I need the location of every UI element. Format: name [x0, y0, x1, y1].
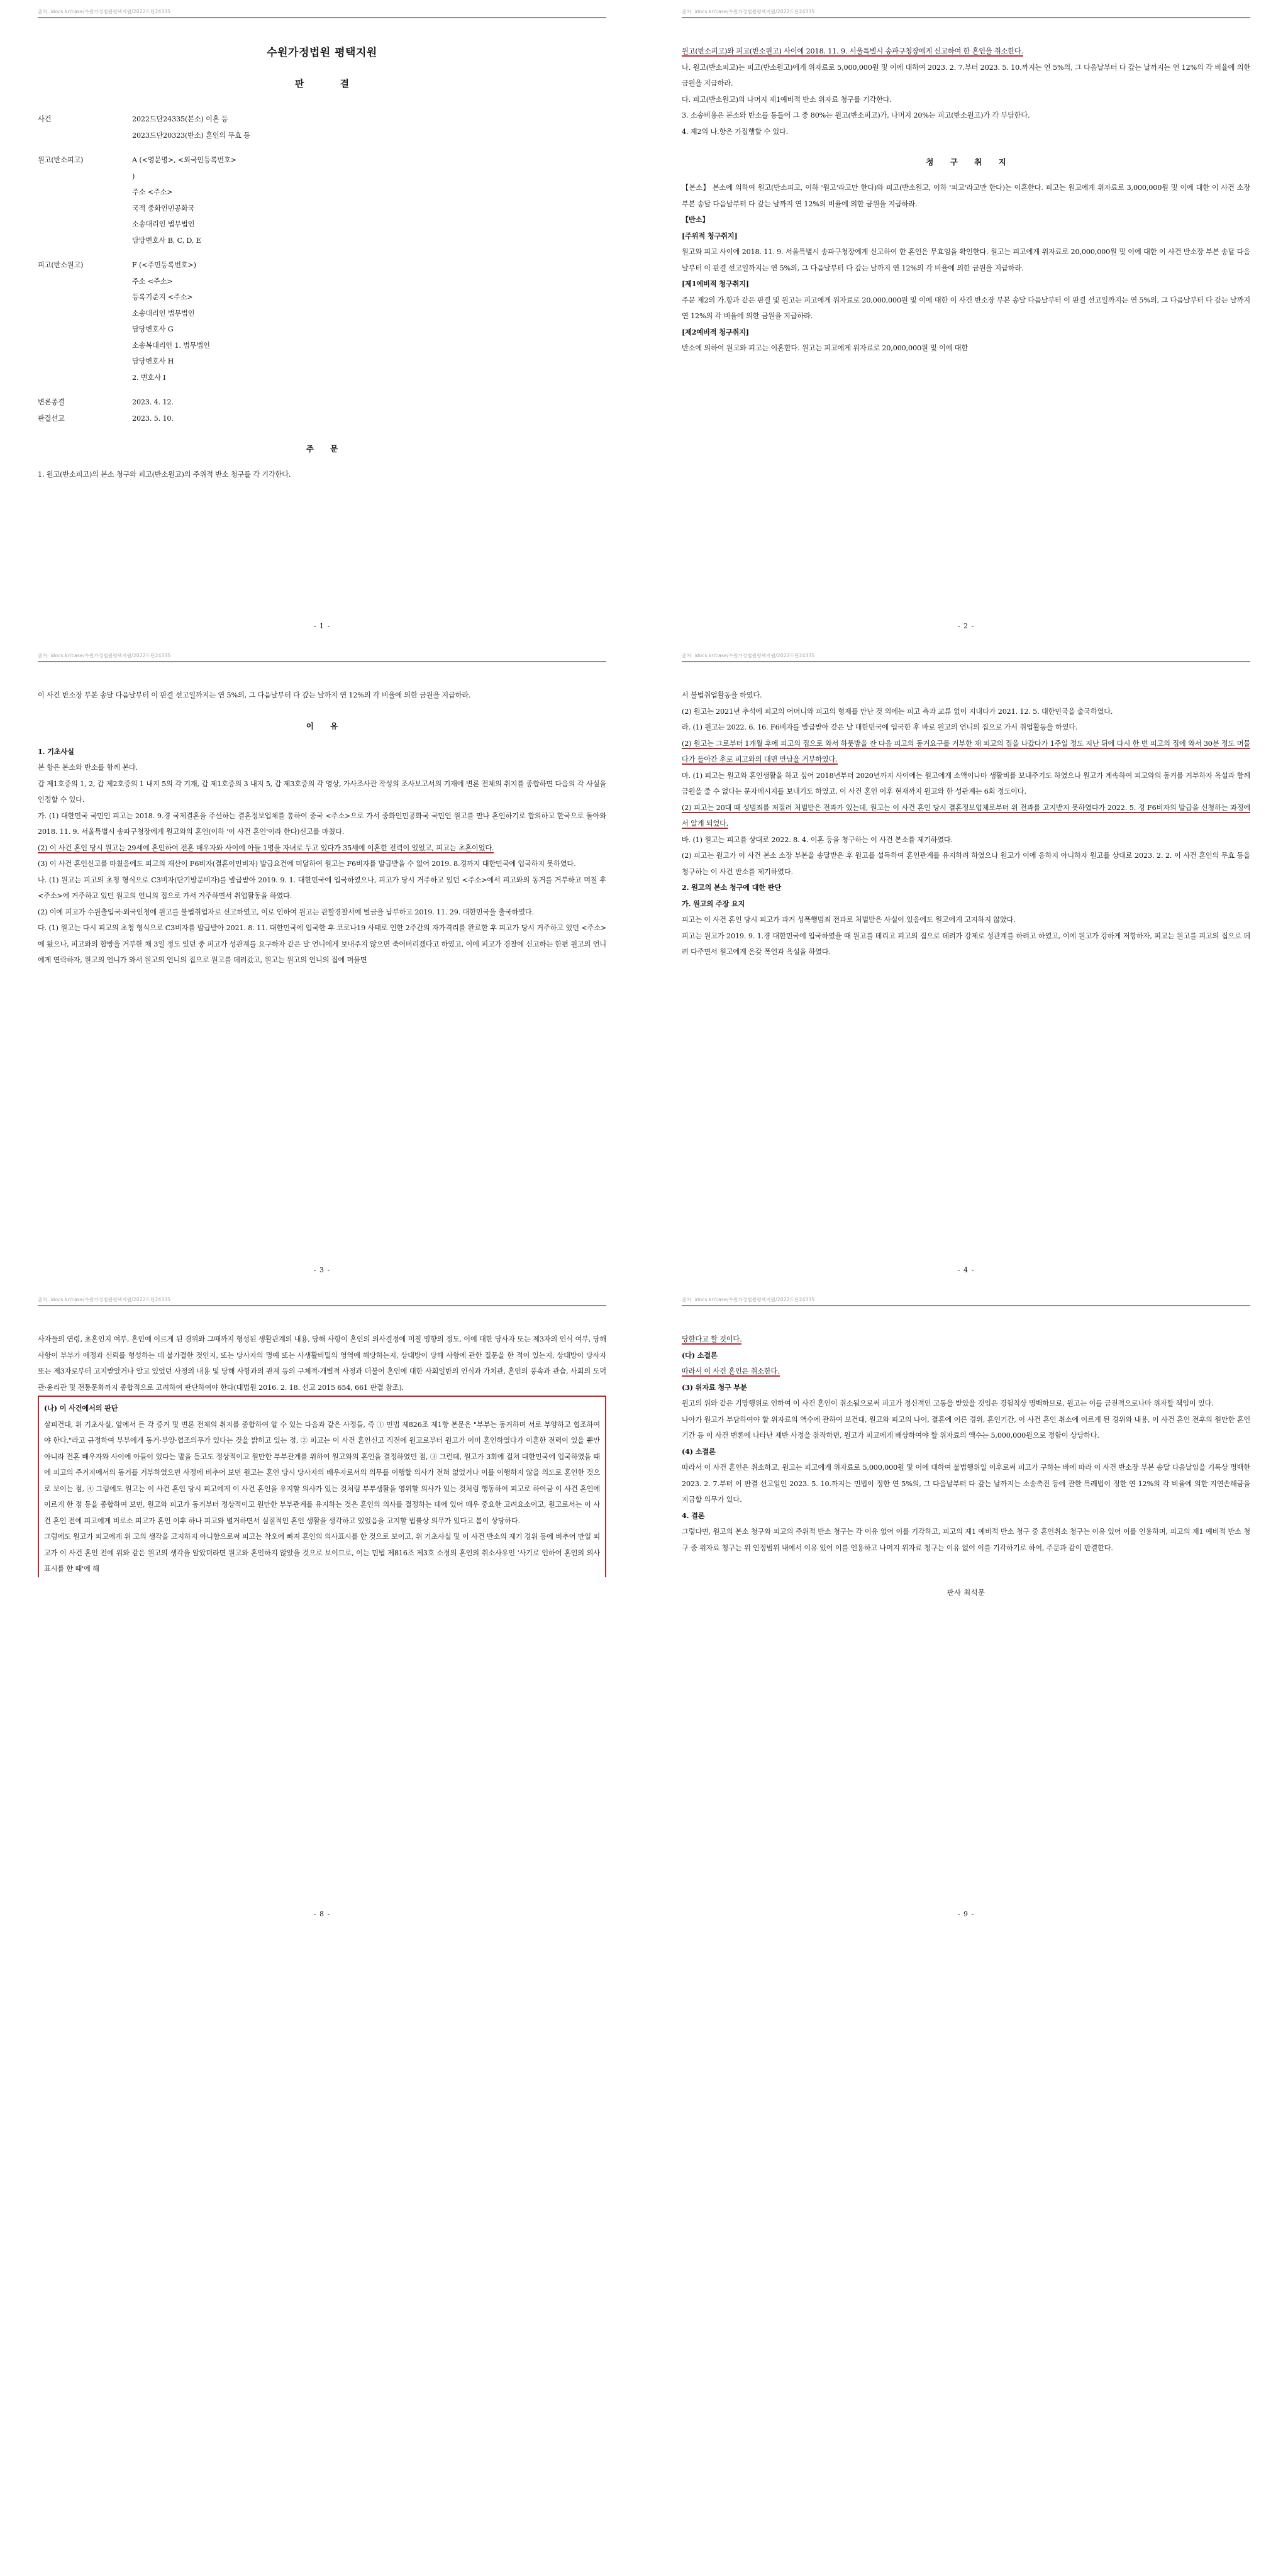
meta-row [38, 233, 606, 249]
meta-value: 주소 <주소> [132, 277, 173, 286]
facts-paragraph: 갑 제1호증의 1, 2, 갑 제2호증의 1 내지 5의 각 기재, 갑 제1호증의 3 내지 5, 갑 제3호증의 각 영상, 가사조사관 작성의 조사보고서의 기재에 변론 전체의 취지를 종합하면 다음의 각 사실을 인정할 수 있다. [38, 779, 606, 804]
facts-paragraph-highlighted: (2) 피고는 20대 때 성범죄를 저질러 처벌받은 전과가 있는데, 원고는 이 사건 혼인 당시 결혼정보업체로부터 위 전과를 고지받지 못하였다가 2022. 5. 경 F6비자의 발급을 신청하는 과정에서 알게 되었다. [682, 803, 1250, 828]
page-number: - 2 - [957, 622, 975, 630]
source-header-1: 출처: idocs.kr/case/수원가정법원평택지원/2022드단24335 [38, 9, 171, 14]
section-heading-facts: 1. 기초사실 [38, 747, 74, 756]
final-conclusion-paragraph: 그렇다면, 원고의 본소 청구와 피고의 주위적 반소 청구는 각 이유 없어 이를 기각하고, 피고의 제1 예비적 반소 청구 중 혼인취소 청구는 이유 있어 이를 인용하며, 피고의 제1 예비적 반소 청구 중 위자료 청구는 위 인정범위 내에서 이유 있어 이를 인용하고 나머지 위자료 청구는 이유 없어 이를 기각하기로 하여, 주문과 같이 판결한다. [682, 1528, 1250, 1552]
page-number: - 1 - [313, 622, 331, 630]
claim-alt2-body: 반소에 의하여 원고와 피고는 이혼한다. 원고는 피고에게 위자료로 20,000,000원 및 이에 대한 [682, 344, 969, 352]
meta-row [38, 152, 606, 169]
claim-continued: 이 사건 반소장 부본 송달 다음날부터 이 판결 선고일까지는 연 5%의, 그 다음날부터 다 갚는 날까지 연 12%의 각 비율에 의한 금원을 지급하라. [38, 691, 471, 699]
meta-value: 2023. 4. 12. [132, 398, 174, 406]
meta-value: 담당변호사 B, C, D, E [132, 236, 201, 245]
conclusion-highlighted: 따라서 이 사건 혼인은 취소한다. [682, 1367, 780, 1375]
reason-heading: 이 유 [306, 721, 345, 731]
meta-value: 2023. 5. 10. [132, 414, 174, 423]
meta-row [38, 370, 606, 386]
header-rule-2 [682, 17, 1250, 18]
meta-row [38, 338, 606, 354]
meta-value: 등록기준지 <주소> [132, 293, 193, 301]
subsection-heading-plaintiff-claim: 가. 원고의 주장 요지 [682, 899, 745, 908]
meta-row [38, 128, 606, 144]
source-header-4: 출처: idocs.kr/case/수원가정법원평택지원/2022드단24335 [682, 653, 815, 658]
order-item-2c: 다. 피고(반소원고)의 나머지 제1예비적 반소 위자료 청구를 기각한다. [682, 95, 892, 104]
facts-paragraph: 라. (1) 원고는 2022. 6. 16. F6비자를 발급받아 같은 날 대한민국에 입국한 후 바로 원고의 언니의 집으로 가서 취업활동을 하였다. [682, 723, 1078, 731]
meta-row [38, 169, 606, 185]
source-header-9: 출처: idocs.kr/case/수원가정법원평택지원/2022드단24335 [682, 1297, 815, 1302]
solatium-paragraph: 원고의 위와 같은 기망행위로 인하여 이 사건 혼인이 취소됨으로써 피고가 정신적인 고통을 받았을 것임은 경험칙상 명백하므로, 원고는 이를 금전적으로나마 위자할 책임이 있다. [682, 1399, 1214, 1407]
page-1 [0, 0, 644, 644]
meta-row [38, 184, 606, 201]
facts-paragraph: 본 항은 본소와 반소를 함께 본다. [38, 763, 138, 772]
meta-label: 변론종결 [38, 398, 65, 406]
source-header-8: 출처: idocs.kr/case/수원가정법원평택지원/2022드단24335 [38, 1297, 171, 1302]
header-rule-9 [682, 1305, 1250, 1306]
order-item-2b: 나. 원고(반소피고)는 피고(반소원고)에게 위자료로 5,000,000원 및 이에 대하여 2023. 2. 7.부터 2023. 5. 10.까지는 연 5%의, 그 다음날부터 다 갚는 날까지는 연 12%의 각 비율에 의한 금원을 지급하라. [682, 63, 1250, 87]
claim-heading: 청 구 취 지 [926, 157, 1013, 167]
subsection-heading-conclusion-1: (다) 소결론 [682, 1350, 718, 1360]
meta-row [38, 111, 606, 128]
header-rule-1 [38, 17, 606, 18]
legal-standard-paragraph: 사자들의 연령, 초혼인지 여부, 혼인에 이르게 된 경위와 그때까지 형성된 생활관계의 내용, 당해 사항이 혼인의 의사결정에 미칠 영향의 정도, 이에 대한 당사자 또는 제3자의 인식 여부, 당해 사항이 부부가 애정과 신뢰를 형성하는 데 불가결한 것인지, 또는 당사자의 명예 또는 사생활비밀의 영역에 해당하는지, 상대방이 당해 사항에 관한 질문을 한 적이 있는지, 상대방이 당사자 또는 제3자로부터 고지받았거나 알고 있었던 사정의 내용 및 당해 사항과의 관계 등의 구체적·개별적 사정과 더불어 혼인에 대한 사회일반의 인식과 가치관, 혼인의 풍속과 관습, 사회의 도덕관·윤리관 및 전통문화까지 종합적으로 고려하여 판단하여야 한다(대법원 2016. 2. 18. 선고 2015 654, 661 판결 참조). [38, 1335, 606, 1392]
subsection-heading-conclusion-2: (4) 소결론 [682, 1446, 716, 1456]
highlight-box-judgment [38, 1396, 606, 1577]
meta-value: 담당변호사 H [132, 357, 174, 365]
meta-value: 주소 <주소> [132, 188, 173, 196]
facts-paragraph: 다. (1) 원고는 다시 피고의 초청 형식으로 C3비자를 발급받아 2021. 8. 11. 대한민국에 입국한 후 코로나19 사태로 인한 2주간의 자가격리를 완료한 후 피고가 당시 거주하고 있던 <주소>에 왔으나, 피고와의 합방을 거부한 채 3일 정도 있던 중 피고가 성관계를 요구하자 같은 달 언니에게 보내주지 않으면 죽어버리겠다고 하였고, 이에 피고가 경찰에 신고하는 한편 원고의 언니에게 연락하자, 원고의 언니가 와서 원고의 언니의 집으로 원고를 데려갔고, 원고는 원고의 언니의 집에 머물면 [38, 924, 606, 964]
page-8 [0, 1288, 644, 1932]
meta-row [38, 274, 606, 290]
document-type-title: 판 결 [294, 78, 366, 89]
subsection-heading-solatium: (3) 위자료 청구 부분 [682, 1382, 747, 1392]
page-2 [644, 0, 1288, 644]
section-heading-final-conclusion: 4. 결론 [682, 1511, 705, 1520]
facts-paragraph: (3) 이 사건 혼인신고를 마쳤음에도 피고의 재산이 F6비자(결혼이민비자) 발급요건에 미달하여 원고는 F6비자를 발급받을 수 없어 2019. 8.경까지 대한민국에 입국하지 못하였다. [38, 860, 576, 868]
claim-alt1-body: 주문 제2의 가.항과 같은 판결 및 원고는 피고에게 위자료로 20,000,000원 및 이에 대한 이 사건 반소장 부본 송달 다음날부터 이 판결 선고일까지는 연 5%의, 그 다음날부터 다 갚는 날까지 연 12%의 각 비율에 의한 금원을 지급하라. [682, 296, 1250, 320]
judgment-paragraph: 살피건대, 위 기초사실, 앞에서 든 각 증거 및 변론 전체의 취지를 종합하여 알 수 있는 다음과 같은 사정들, 즉 ① 민법 제826조 제1항 본문은 "부부는 동거하며 서로 부양하고 협조하여야 한다."라고 규정하여 부부에게 동거·부양·협조의무가 있다는 것을 밝히고 있는 점, ② 피고는 이 사건 혼인신고 직전에 원고로부터 원고가 이미 혼인하였다가 이혼한 전력이 있을 뿐만 아니라 전혼 배우자와 사이에 아들이 있다는 말을 듣고도 정상적이고 원만한 부부관계를 위하여 원고와의 혼인을 결정하였던 점, ③ 그런데, 원고가 3회에 걸쳐 대한민국에 입국하였을 때에 피고의 주거지에서의 동거를 거부하였으면 사정에 비추어 보면 원고는 혼인 당시 당사자의 배우자로서의 의무를 이행할 의사가 전혀 없었거나 이를 이행하지 않을 의도로 혼인한 것으로 보이는 점, ④ 그럼에도 원고는 이 사건 혼인 당시 피고에게 이 사건 혼인을 유지할 의사가 있는 것처럼 부부생활을 영위할 의사가 있는 것처럼 행동하여 피고로 하여금 이 사건 혼인에 이르게 한 점 등을 종합하여 보면, 원고와 피고가 동거부터 정상적이고 원만한 부부관계를 유지하는 것은 혼인의 의사를 결정하는 데에 있어 매우 중요한 고려요소이고, 원고로서는 이 사건 혼인 전에 피고에게 비로소 피고가 혼인 이후 하나 피고와 별거하면서 실질적인 혼인 생활을 생각하고 있었음을 고지할 법률상 의무가 있다고 봄이 상당하다. [44, 1420, 600, 1525]
header-rule-8 [38, 1305, 606, 1306]
meta-value: 소송복대리인 1. 법무법인 [132, 341, 210, 350]
order-item-2a [682, 43, 1250, 60]
meta-value: A (<영문명>, <외국인등록번호> [132, 156, 236, 164]
meta-row [38, 216, 606, 233]
claim-alt1-heading: [제1예비적 청구취지] [682, 279, 749, 288]
meta-row [38, 289, 606, 306]
facts-paragraph: 마. (1) 피고는 원고와 혼인생활을 하고 싶어 2018년부터 2020년까지 사이에는 원고에게 소액이나마 생활비를 보내주기도 하였으나 원고가 계속하여 피고와의 동거를 거부하자 욕설과 함께 금원을 줄 수 없다는 문자메시지를 보내기도 하였고, 이 사건 혼인 이후 현재까지 원고와 한 성관계는 6회 정도이다. [682, 771, 1250, 796]
facts-paragraph: (2) 원고는 2021년 추석에 피고의 어머니와 피고의 형제를 만난 것 외에는 피고 측과 교류 없이 지내다가 2021. 12. 5. 대한민국을 출국하였다. [682, 707, 1113, 716]
meta-row [38, 201, 606, 217]
court-name-title: 수원가정법원 평택지원 [267, 47, 377, 59]
judge-signature: 판사 최석문 [947, 1589, 985, 1597]
page-3 [0, 644, 644, 1288]
page-number: - 3 - [313, 1266, 331, 1274]
order-2a-text: 원고(반소피고)와 피고(반소원고) 사이에 2018. 11. 9. 서울특별시 송파구청장에게 신고하여 한 혼인을 취소한다. [682, 47, 1024, 55]
order-item-3: 3. 소송비용은 본소와 반소를 통틀어 그 중 80%는 원고(반소피고)가, 나머지 20%는 피고(반소원고)가 각 부담한다. [682, 111, 1030, 119]
page-number: - 4 - [957, 1266, 975, 1274]
page-number: - 9 - [957, 1910, 975, 1918]
header-rule-4 [682, 661, 1250, 662]
claim-counter-heading: 【반소】 [682, 215, 709, 224]
source-header-3: 출처: idocs.kr/case/수원가정법원평택지원/2022드단24335 [38, 653, 171, 658]
facts-paragraph: 나. (1) 원고는 피고의 초청 형식으로 C3비자(단기방문비자)를 발급받아 2019. 9. 1. 대한민국에 입국하였으나, 피고가 당시 거주하고 있던 <주소>에서 피고와의 동거를 거부하고 며칠 후 <주소>에 거주하고 있던 원고의 언니의 집으로 가서 거주하면서 취업활동을 하였다. [38, 875, 606, 900]
meta-row [38, 257, 606, 274]
meta-value: F (<주민등록번호>) [132, 261, 196, 269]
order-item-4: 4. 제2의 나.항은 가집행할 수 있다. [682, 127, 789, 136]
subsection-heading-this-case: (나) 이 사건에서의 판단 [44, 1404, 118, 1413]
judgment-continued-highlighted: 당한다고 할 것이다. [682, 1335, 742, 1343]
party-meta-block [38, 111, 606, 426]
section-heading-main-claim: 2. 원고의 본소 청구에 대한 판단 [682, 883, 781, 892]
header-rule-3 [38, 661, 606, 662]
facts-paragraph-highlighted: (2) 이 사건 혼인 당시 원고는 29세에 혼인하여 전혼 배우자와 사이에 아들 1명을 자녀로 두고 있다가 35세에 이혼한 전력이 있었고, 피고는 초혼이었다. [38, 843, 494, 852]
page-4 [644, 644, 1288, 1288]
page-number: - 8 - [313, 1910, 331, 1918]
claim-paragraph: 피고는 원고가 2019. 9. 1.경 대한민국에 입국하였을 때 원고를 데리고 피고의 집으로 데려가 강제로 성관계를 하려고 하였고, 이에 원고가 강하게 저항하자, 피고는 원고를 피고의 집으로 데려 다주면서 원고에게 온갖 폭언과 욕설을 하였다. [682, 931, 1250, 956]
claim-main: 【본소】 본소에 의하여 원고(반소피고, 이하 '원고'라고만 한다)와 피고(반소원고, 이하 '피고'라고만 한다)는 이혼한다. 피고는 원고에게 위자료로 3,000,000원 및 이에 대한 이 사건 소장 부본 송달 다음날부터 다 갚는 날까지 연 12%의 비율에 의한 금원을 지급하라. [682, 184, 1250, 208]
page-9 [644, 1288, 1288, 1932]
conclusion-paragraph: 따라서 이 사건 혼인은 취소하고, 원고는 피고에게 위자료로 5,000,000원 및 이에 대하여 불법행위일 이후로써 피고가 구하는 바에 따라 이 사건 반소장 부본 송달 다음날임을 기록상 명백한 2023. 2. 7.부터 이 판결 선고일인 2023. 5. 10.까지는 민법이 정한 연 5%의, 그 다음날부터 다 갚는 날까지는 소송촉진 등에 관한 특례법이 정한 연 12%의 각 비율에 의한 지연손해금을 지급할 의무가 있다. [682, 1463, 1250, 1504]
facts-paragraph: 바. (1) 원고는 피고를 상대로 2022. 8. 4. 이혼 등을 청구하는 이 사건 본소를 제기하였다. [682, 835, 953, 844]
meta-value: ) [132, 172, 135, 180]
source-header-2: 출처: idocs.kr/case/수원가정법원평택지원/2022드단24335 [682, 9, 815, 14]
meta-value: 소송대리인 법무법인 [132, 309, 195, 318]
meta-label: 사건 [38, 115, 52, 123]
meta-label: 원고(반소피고) [38, 156, 84, 164]
claim-alt2-heading: [제2예비적 청구취지] [682, 327, 749, 336]
meta-value: 2022드단24335(본소) 이혼 등 [132, 115, 228, 123]
meta-row [38, 321, 606, 338]
facts-paragraph-highlighted: (2) 원고는 그로부터 1개월 후에 피고의 집으로 와서 하룻밤을 잔 다음 피고의 동거요구를 거부한 채 피고의 집을 나갔다가 1주일 정도 지난 뒤에 다시 한 번 피고의 집에 와서 30분 정도 머물다가 돌아간 후로 피고와의 대면 만남을 거부하였다. [682, 739, 1250, 763]
meta-value: 국적 중화인민공화국 [132, 204, 195, 213]
meta-label: 피고(반소원고) [38, 261, 84, 269]
facts-paragraph: (2) 이에 피고가 수원출입국·외국인청에 원고를 불법취업자로 신고하였고, 이로 인하여 원고는 관할경찰서에 벌금을 납부하고 2019. 11. 29. 대한민국을 출국하였다. [38, 908, 534, 916]
claim-primary-body: 원고와 피고 사이에 2018. 11. 9. 서울특별시 송파구청장에게 신고하여 한 혼인은 무효임을 확인한다. 원고는 피고에게 위자료로 20,000,000원 및 이에 대한 이 사건 반소장 부본 송달 다음날부터 이 판결 선고일까지는 연 5%의, 그 다음날부터 다 갚는 날까지 연 12%의 각 비율에 의한 금원을 지급하라. [682, 248, 1250, 272]
meta-value: 소송대리인 법무법인 [132, 220, 195, 228]
meta-row [38, 394, 606, 411]
facts-paragraph: 서 불법취업활동을 하였다. [682, 691, 762, 699]
claim-paragraph: 피고는 이 사건 혼인 당시 피고가 과거 성폭행범죄 전과로 처벌받은 사실이 있음에도 원고에게 고지하지 않았다. [682, 916, 1016, 924]
meta-row [38, 411, 606, 427]
order-heading: 주 문 [306, 444, 345, 453]
meta-value: 2023드단20323(반소) 혼인의 무효 등 [132, 131, 250, 140]
meta-value: 담당변호사 G [132, 325, 174, 333]
meta-value: 2. 변호사 I [132, 373, 166, 382]
meta-row [38, 353, 606, 370]
meta-label: 판결선고 [38, 414, 65, 423]
order-item: 1. 원고(반소피고)의 본소 청구와 피고(반소원고)의 주위적 반소 청구를 각 기각한다. [38, 470, 291, 479]
solatium-paragraph: 나아가 원고가 부담하여야 할 위자료의 액수에 관하여 보건대, 원고와 피고의 나이, 결혼에 이른 경위, 혼인기간, 이 사건 혼인 취소에 이르게 된 경위와 내용, 이 사건 혼인 전후의 원만한 혼인 기간 등 이 사건 변론에 나타난 제반 사정을 참작하면, 원고가 피고에게 배상하여야 할 위자료의 액수는 5,000,000원으로 정함이 상당하다. [682, 1415, 1250, 1440]
facts-paragraph: (2) 피고는 원고가 이 사건 본소 소장 부본을 송달받은 후 원고를 설득하여 혼인관계를 유지하려 하였으나 원고가 이에 응하지 아니하자 원고를 상대로 2023. 2. 2. 이 사건 혼인의 무효 등을 청구하는 이 사건 반소를 제기하였다. [682, 852, 1250, 876]
claim-primary-heading: [주위적 청구취지] [682, 231, 738, 240]
meta-row [38, 306, 606, 322]
facts-paragraph: 가. (1) 대한민국 국민인 피고는 2018. 9.경 국제결혼을 주선하는 결혼정보업체를 통하여 중국 <주소>으로 가서 중화인민공화국 국민인 원고를 만나 혼인하기로 합의하고 한국으로 돌아와 2018. 11. 9. 서울특별시 송파구청장에게 원고와의 혼인(이하 '이 사건 혼인'이라 한다)신고를 마쳤다. [38, 811, 606, 836]
judgment-paragraph: 그럼에도 원고가 피고에게 위 고의 생각을 고지하지 아니함으로써 피고는 착오에 빠져 혼인의 의사표시를 한 것으로 보이고, 위 기초사실 및 이 사건 반소의 제기 경위 등에 비추어 만일 피고가 이 사건 혼인 전에 위와 같은 원고의 생각을 알았더라면 원고와 혼인하지 않았을 것으로 보이므로, 이는 민법 제816조 제3호 소정의 혼인의 취소사유인 '사기로 인하여 혼인의 의사표시를 한 때'에 해 [44, 1533, 601, 1573]
